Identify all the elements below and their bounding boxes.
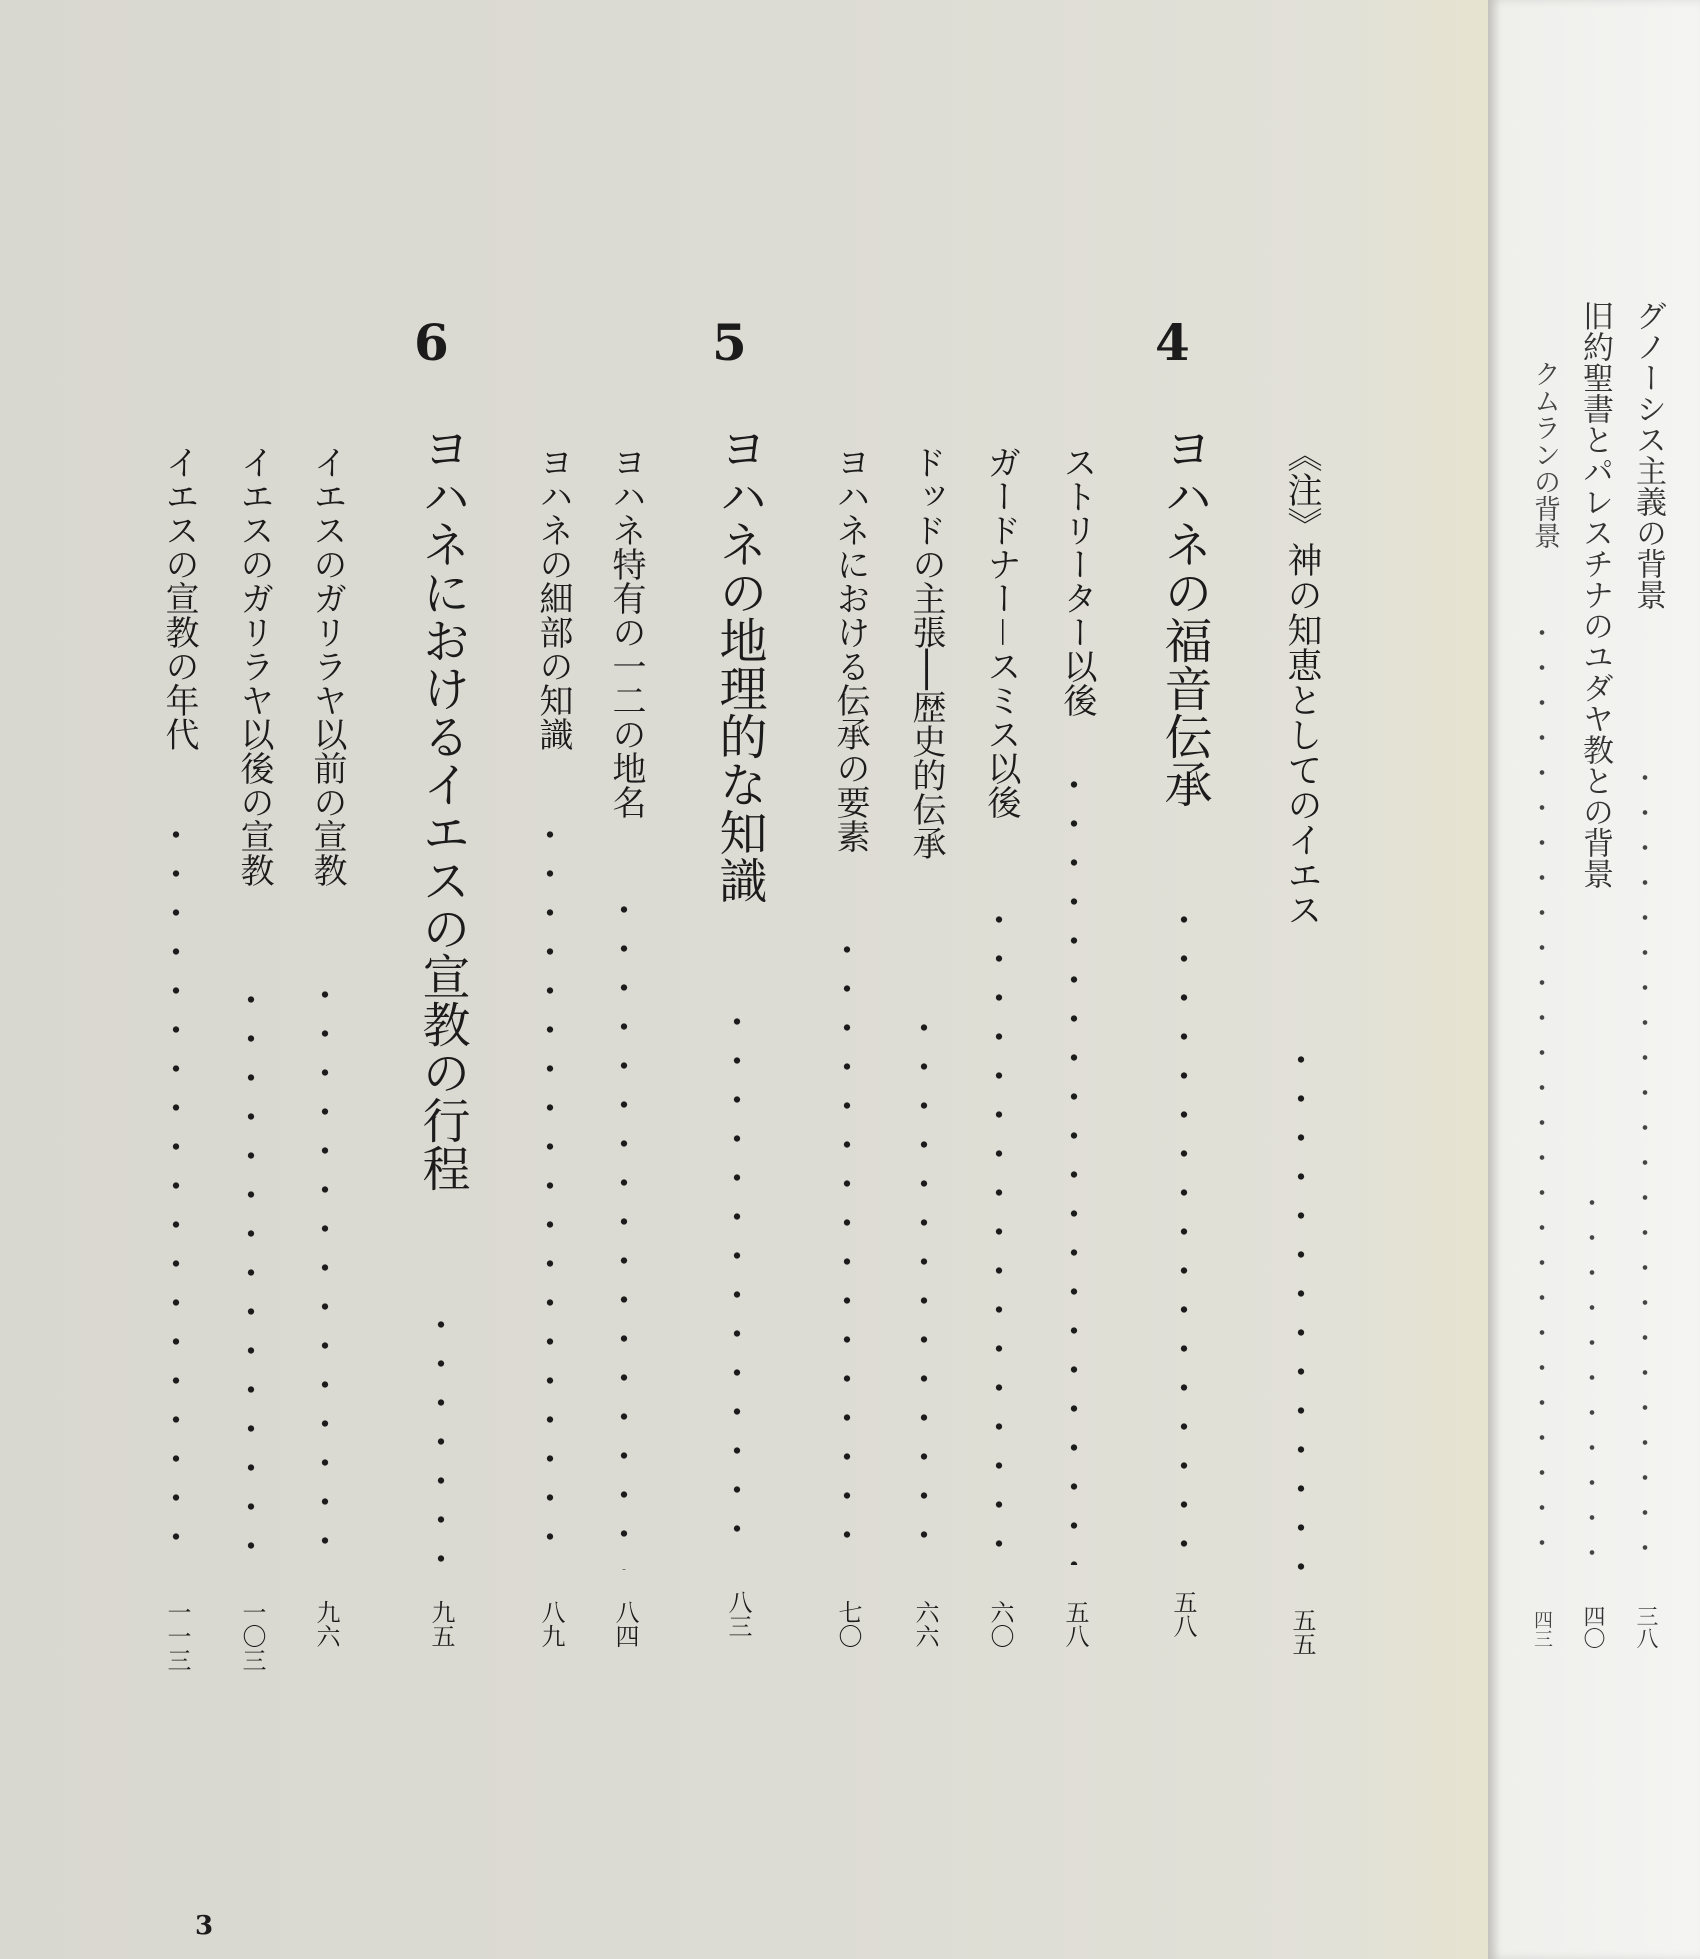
section-twelve-places-leader — [620, 890, 628, 1570]
chapter-6-page: 九五 — [427, 1600, 455, 1648]
chapter-4-leader — [1180, 900, 1188, 1560]
folio-number: 3 — [195, 1911, 214, 1941]
section-chronology-leader — [172, 815, 180, 1565]
section-tradition-elements: ヨハネにおける伝承の要素 — [830, 445, 870, 853]
facing-entry-qumran-page: 四三 — [1531, 1610, 1553, 1648]
section-chronology-page: 一一三 — [163, 1600, 191, 1672]
section-notes-wisdom-page: 五五 — [1288, 1608, 1316, 1656]
section-gardner-smith: ガードナー－スミス以後 — [981, 445, 1021, 819]
section-twelve-places: ヨハネ特有の一二の地名 — [606, 445, 646, 819]
section-dodd-leader — [920, 1008, 928, 1568]
section-post-galilee-leader — [247, 980, 255, 1565]
chapter-5-number: 5 — [712, 313, 747, 372]
chapter-4-page: 五八 — [1169, 1590, 1197, 1638]
section-detail-knowledge-page: 八九 — [537, 1600, 565, 1648]
facing-page — [1488, 0, 1700, 1959]
chapter-4-number: 4 — [1155, 313, 1190, 372]
facing-entry-gnostic-page: 三八 — [1633, 1605, 1658, 1649]
section-pre-galilee-leader — [321, 975, 329, 1567]
section-notes-wisdom-leader — [1297, 1040, 1305, 1600]
section-pre-galilee: イエスのガリラヤ以前の宣教 — [307, 445, 347, 887]
section-detail-knowledge: ヨハネの細部の知識 — [533, 445, 573, 751]
chapter-4-title: ヨハネの福音伝承 — [1156, 424, 1212, 808]
section-detail-knowledge-leader — [546, 815, 554, 1565]
section-gardner-smith-leader — [995, 900, 1003, 1570]
section-post-galilee-page: 一〇三 — [238, 1600, 266, 1672]
facing-entry-qumran: クムランの背景 — [1529, 360, 1560, 549]
section-streeter: ストリーター以後 — [1057, 445, 1097, 717]
chapter-5-title: ヨハネの地理的な知識 — [711, 424, 767, 904]
facing-entry-gnostic: グノーシス主義の背景 — [1630, 300, 1666, 610]
facing-entry-qumran-leader — [1538, 615, 1546, 1565]
section-notes-wisdom: 《注》神の知恵としてのイエス — [1282, 437, 1322, 927]
facing-entry-ot-judaism: 旧約聖書とパレスチナのユダヤ教との背景 — [1577, 300, 1613, 889]
chapter-5-page: 八三 — [724, 1590, 752, 1638]
chapter-6-number: 6 — [414, 313, 449, 372]
chapter-6-leader — [437, 1305, 445, 1567]
section-post-galilee: イエスのガリラヤ以後の宣教 — [234, 445, 274, 887]
section-twelve-places-page: 八四 — [611, 1600, 639, 1648]
facing-entry-gnostic-leader — [1641, 760, 1649, 1570]
section-tradition-elements-page: 七〇 — [834, 1600, 862, 1648]
section-gardner-smith-page: 六〇 — [986, 1600, 1014, 1648]
chapter-6-title: ヨハネにおけるイエスの宣教の行程 — [414, 424, 470, 1192]
chapter-5-leader — [733, 1002, 741, 1562]
section-dodd-page: 六六 — [911, 1600, 939, 1648]
section-chronology: イエスの宣教の年代 — [159, 445, 199, 751]
facing-entry-ot-judaism-page: 四〇 — [1580, 1605, 1605, 1649]
facing-entry-ot-judaism-leader — [1588, 1185, 1596, 1570]
section-dodd: ドッドの主張──歴史的伝承 — [906, 445, 946, 860]
section-pre-galilee-page: 九六 — [312, 1600, 340, 1648]
section-tradition-elements-leader — [843, 930, 851, 1570]
section-streeter-page: 五八 — [1061, 1600, 1089, 1648]
section-streeter-leader — [1070, 765, 1078, 1565]
